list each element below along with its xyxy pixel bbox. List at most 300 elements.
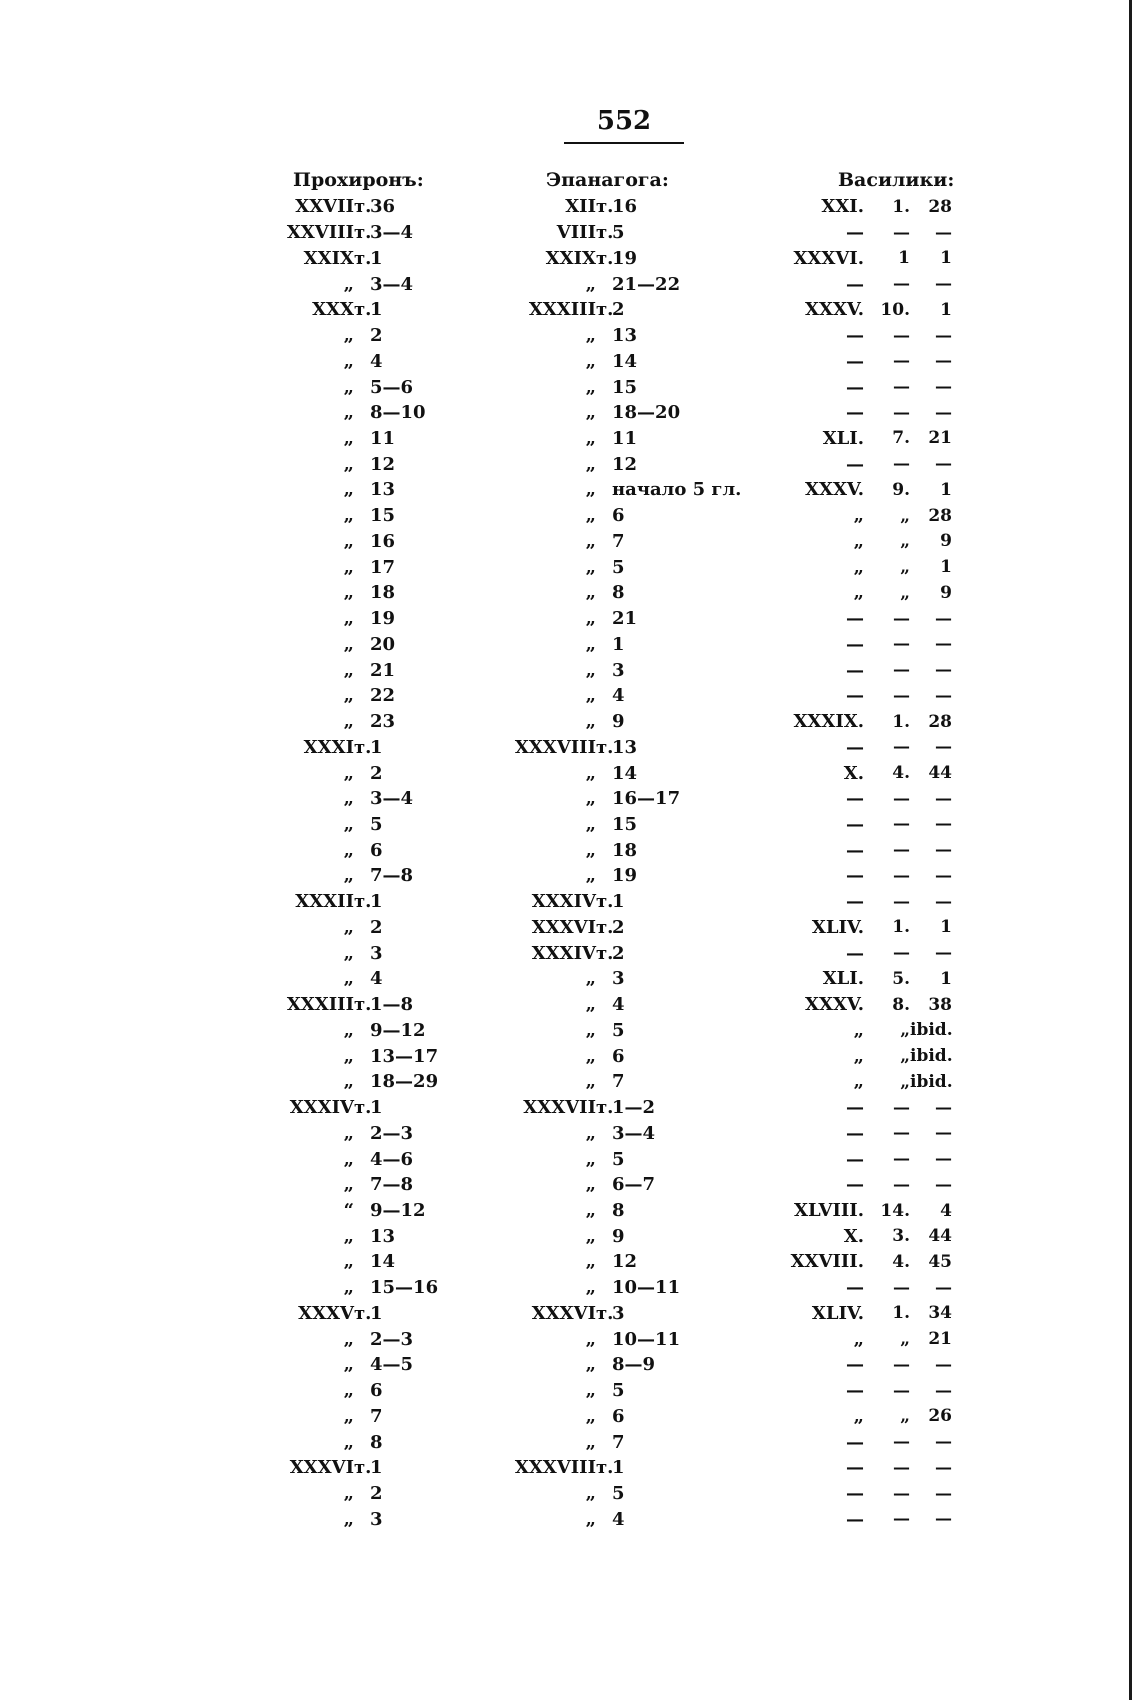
section-cell: 7 [612, 1431, 625, 1453]
table-row [788, 1404, 954, 1430]
table-row [470, 657, 752, 683]
section-cell: — [935, 814, 952, 835]
title-cell: „ [585, 1277, 596, 1299]
marker-cell: т. [596, 299, 614, 321]
title-cell: — [846, 685, 864, 707]
table-row [788, 1172, 954, 1198]
table-row [233, 889, 460, 915]
table-row [233, 760, 460, 786]
marker-cell: „ [900, 1329, 910, 1350]
table-row [788, 760, 954, 786]
section-cell: 21 [928, 1329, 952, 1350]
section-cell: — [935, 608, 952, 629]
section-cell: 5 [612, 1380, 625, 1402]
title-cell: „ [343, 1380, 354, 1402]
table-row [470, 220, 752, 246]
section-cell: 38 [928, 994, 952, 1015]
section-cell: — [935, 1380, 952, 1401]
title-cell: „ [585, 968, 596, 990]
section-cell: 19 [370, 608, 396, 630]
title-cell: — [846, 1431, 864, 1453]
title-cell: „ [343, 1225, 354, 1247]
section-cell: 2 [612, 916, 625, 938]
table-row [233, 503, 460, 529]
title-cell: XXXVIII [514, 736, 596, 758]
marker-cell: — [893, 634, 910, 655]
table-row [233, 837, 460, 863]
table-row [233, 992, 460, 1018]
section-cell: — [935, 1149, 952, 1170]
title-cell: XLI. [822, 968, 864, 990]
section-cell: — [935, 222, 952, 243]
title-cell: „ [343, 1045, 354, 1067]
title-cell: „ [585, 1148, 596, 1170]
table-row [470, 1429, 752, 1455]
marker-cell: 1. [892, 711, 910, 732]
table-row [470, 1172, 752, 1198]
title-cell: „ [853, 1045, 864, 1067]
table-row [233, 245, 460, 271]
section-cell: 5 [612, 222, 625, 244]
section-cell: 4—6 [370, 1148, 414, 1170]
section-cell: 18 [612, 839, 638, 861]
marker-cell: 1. [892, 1303, 910, 1324]
table-row [470, 580, 752, 606]
marker-cell: т. [354, 1457, 372, 1479]
section-cell: 6 [370, 839, 383, 861]
table-row [788, 1275, 954, 1301]
table-row [788, 1069, 954, 1095]
table-row [233, 915, 460, 941]
title-cell: — [846, 839, 864, 861]
section-cell: 1—8 [370, 994, 414, 1016]
section-cell: 15 [370, 505, 396, 527]
table-row [788, 1378, 954, 1404]
section-cell: 20 [370, 633, 396, 655]
title-cell: XXX [312, 299, 354, 321]
title-cell: „ [585, 633, 596, 655]
title-cell: „ [343, 273, 354, 295]
marker-cell: — [893, 274, 910, 295]
table-row [788, 1095, 954, 1121]
marker-cell: — [893, 1457, 910, 1478]
title-cell: „ [853, 1019, 864, 1041]
marker-cell: т. [596, 1457, 614, 1479]
title-cell: XLIV. [811, 1302, 864, 1324]
title-cell: XXXV. [805, 994, 864, 1016]
section-cell: 13 [612, 325, 638, 347]
section-cell: 13 [612, 736, 638, 758]
section-cell: 4 [370, 350, 383, 372]
table-row [788, 837, 954, 863]
title-cell: „ [343, 1405, 354, 1427]
title-cell: „ [343, 1148, 354, 1170]
marker-cell: т. [596, 1302, 614, 1324]
section-cell: — [935, 1277, 952, 1298]
table-row [233, 812, 460, 838]
title-cell: XLI. [822, 427, 864, 449]
title-cell: „ [343, 813, 354, 835]
title-cell: XXVIII [286, 222, 354, 244]
table-row [788, 477, 954, 503]
marker-cell: 14. [880, 1200, 910, 1221]
section-cell: 8 [370, 1431, 383, 1453]
title-cell: „ [585, 1405, 596, 1427]
title-cell: „ [343, 608, 354, 630]
table-row [470, 1404, 752, 1430]
marker-cell: 4. [892, 763, 910, 784]
title-cell: X. [843, 1225, 864, 1247]
table-row [233, 734, 460, 760]
section-cell: 1 [612, 1457, 625, 1479]
section-cell: 21—22 [612, 273, 681, 295]
section-cell: 15 [612, 376, 638, 398]
title-cell: „ [343, 1508, 354, 1530]
marker-cell: т. [596, 247, 614, 269]
title-cell: „ [343, 968, 354, 990]
table-row [470, 271, 752, 297]
section-cell: 3 [612, 1302, 625, 1324]
table-row [233, 220, 460, 246]
marker-cell: т. [596, 736, 614, 758]
section-cell: 2 [370, 1483, 383, 1505]
table-row [470, 1301, 752, 1327]
title-cell: „ [585, 273, 596, 295]
marker-cell: т. [354, 994, 372, 1016]
marker-cell: „ [900, 582, 910, 603]
title-cell: XXIX [303, 247, 354, 269]
table-row [233, 1198, 460, 1224]
title-cell: XXXIV [531, 942, 596, 964]
section-cell: 9—12 [370, 1200, 426, 1221]
table-row [788, 734, 954, 760]
table-row [470, 1095, 752, 1121]
section-cell: начало 5 гл. [612, 479, 742, 501]
table-row [788, 1043, 954, 1069]
section-cell: — [935, 943, 952, 964]
table-row [233, 271, 460, 297]
title-cell: XXXIII [286, 994, 354, 1016]
section-cell: 2—3 [370, 1328, 414, 1350]
section-cell: 13 [370, 479, 396, 501]
table-row [233, 1223, 460, 1249]
title-cell: „ [585, 1225, 596, 1247]
section-cell: ibid. [910, 1020, 953, 1041]
section-cell: — [935, 377, 952, 397]
section-cell: 13 [370, 1225, 396, 1247]
marker-cell: т. [596, 196, 614, 218]
title-cell: „ [585, 608, 596, 630]
section-cell: — [935, 891, 952, 912]
table-row [470, 683, 752, 709]
table-row [470, 1018, 752, 1044]
title-cell: XXXVII [523, 1097, 596, 1119]
table-row [233, 297, 460, 323]
table-row [470, 992, 752, 1018]
section-cell: 3 [370, 942, 383, 964]
marker-cell: „ [900, 1071, 910, 1092]
section-cell: 9 [940, 531, 952, 552]
table-row [788, 657, 954, 683]
title-cell: „ [585, 1354, 596, 1376]
table-row [788, 992, 954, 1018]
table-row [233, 1481, 460, 1507]
table-row [470, 1326, 752, 1352]
section-cell: 1 [612, 633, 625, 655]
title-cell: „ [343, 942, 354, 964]
table-row [788, 1120, 954, 1146]
section-cell: 12 [370, 453, 396, 475]
marker-cell: 8. [892, 994, 910, 1015]
title-cell: XXIX [545, 247, 596, 269]
title-cell: „ [343, 1122, 354, 1144]
title-cell: „ [585, 402, 596, 424]
table-row [470, 1043, 752, 1069]
table-row [788, 940, 954, 966]
table-row [233, 709, 460, 735]
section-cell: 11 [612, 427, 638, 449]
table-row [470, 1198, 752, 1224]
section-cell: 9 [940, 582, 952, 603]
title-cell: — [846, 453, 864, 475]
title-cell: — [846, 325, 864, 347]
table-row [788, 554, 954, 580]
section-cell: 2 [370, 325, 383, 347]
section-cell: 8 [612, 1200, 625, 1221]
table-row [233, 1506, 460, 1532]
title-cell: „ [343, 788, 354, 810]
title-cell: „ [585, 453, 596, 475]
title-cell: „ [585, 788, 596, 810]
title-cell: „ [343, 1251, 354, 1273]
table-row [470, 709, 752, 735]
section-cell: 3 [612, 659, 625, 681]
table-row [788, 529, 954, 555]
section-cell: 6 [612, 505, 625, 527]
section-cell: ibid. [910, 1071, 953, 1092]
title-cell: — [846, 350, 864, 372]
section-cell: 9 [612, 711, 625, 733]
title-cell: — [846, 813, 864, 835]
marker-cell: „ [900, 505, 910, 526]
column-basilika [788, 166, 954, 1532]
section-cell: 21 [928, 428, 952, 449]
table-row [788, 348, 954, 374]
title-cell: „ [343, 1354, 354, 1376]
table-row [233, 1326, 460, 1352]
section-cell: 5 [612, 1148, 625, 1170]
section-cell: 14 [612, 762, 638, 784]
title-cell: — [846, 788, 864, 810]
title-cell: — [846, 633, 864, 655]
section-cell: 4 [612, 685, 625, 707]
section-cell: 1 [940, 299, 952, 320]
table-row [470, 889, 752, 915]
marker-cell: — [893, 351, 910, 372]
title-cell: „ [585, 1019, 596, 1041]
title-cell: — [846, 1122, 864, 1144]
title-cell: „ [343, 865, 354, 887]
marker-cell: 7. [892, 428, 910, 449]
section-cell: ibid. [910, 1046, 953, 1067]
table-row [470, 477, 752, 503]
marker-cell: — [893, 1123, 910, 1144]
title-cell: XXXV [298, 1302, 354, 1324]
title-cell: “ [343, 1200, 354, 1221]
marker-cell: т. [596, 891, 614, 913]
section-cell: 7 [612, 530, 625, 552]
marker-cell: — [893, 222, 910, 243]
table-row [470, 451, 752, 477]
title-cell: „ [585, 505, 596, 527]
title-cell: — [846, 659, 864, 681]
title-cell: XXVIII. [790, 1251, 864, 1273]
section-cell: 4 [612, 994, 625, 1016]
table-row [470, 760, 752, 786]
title-cell: „ [585, 711, 596, 733]
section-cell: 28 [928, 196, 952, 217]
section-cell: 11 [370, 427, 396, 449]
marker-cell: — [893, 1149, 910, 1170]
title-cell: „ [343, 453, 354, 475]
column-epanagoge [470, 166, 752, 1532]
table-row [470, 812, 752, 838]
table-row [788, 786, 954, 812]
marker-cell: 9. [892, 479, 910, 500]
title-cell: „ [343, 1483, 354, 1505]
title-cell: „ [343, 1019, 354, 1041]
title-cell: XXXIII [528, 299, 596, 321]
table-row [233, 426, 460, 452]
table-row [788, 1249, 954, 1275]
table-row [233, 966, 460, 992]
marker-cell: — [893, 891, 910, 912]
section-cell: 44 [928, 763, 952, 784]
table-row [788, 580, 954, 606]
table-row [470, 837, 752, 863]
section-cell: 8—10 [370, 402, 426, 424]
table-row [470, 734, 752, 760]
section-cell: 1—2 [612, 1097, 656, 1119]
table-row [788, 451, 954, 477]
column-prochiron [233, 166, 460, 1532]
title-cell: „ [585, 762, 596, 784]
table-row [470, 1481, 752, 1507]
table-row [788, 1326, 954, 1352]
title-cell: „ [853, 1071, 864, 1093]
marker-cell: т. [596, 916, 614, 938]
table-row [788, 1301, 954, 1327]
title-cell: „ [585, 865, 596, 887]
table-row [233, 683, 460, 709]
marker-cell: „ [900, 531, 910, 552]
table-row [470, 297, 752, 323]
section-cell: 28 [928, 505, 952, 526]
section-cell: 45 [928, 1251, 952, 1272]
title-cell: „ [343, 659, 354, 681]
marker-cell: — [893, 1174, 910, 1195]
table-row [470, 940, 752, 966]
title-cell: „ [343, 839, 354, 861]
section-cell: 6 [370, 1380, 383, 1402]
table-row [233, 1404, 460, 1430]
section-cell: 16 [612, 196, 638, 218]
section-cell: — [935, 660, 952, 681]
section-cell: 10—11 [612, 1277, 681, 1299]
marker-cell: — [893, 943, 910, 964]
table-row [788, 915, 954, 941]
marker-cell: 1. [892, 196, 910, 217]
section-cell: 2 [612, 299, 625, 321]
table-row [788, 245, 954, 271]
title-cell: — [846, 402, 864, 424]
section-cell: 3—4 [370, 222, 414, 244]
section-cell: 4 [612, 1508, 625, 1530]
title-cell: XXXII [295, 891, 354, 913]
table-row [470, 966, 752, 992]
marker-cell: — [893, 814, 910, 835]
table-row [233, 1378, 460, 1404]
section-cell: — [935, 1097, 952, 1118]
title-cell: „ [343, 685, 354, 707]
section-cell: 1 [940, 917, 952, 938]
column-header-epanagoge: Эпанагога: [546, 169, 669, 191]
table-row [470, 1506, 752, 1532]
title-cell: — [846, 376, 864, 398]
section-cell: 5—6 [370, 376, 414, 398]
table-row [233, 1429, 460, 1455]
section-cell: 13—17 [370, 1045, 439, 1067]
header-rule [564, 142, 684, 144]
section-cell: 8—9 [612, 1354, 656, 1376]
table-row [788, 1352, 954, 1378]
section-cell: 4 [940, 1200, 952, 1221]
section-cell: 44 [928, 1226, 952, 1247]
section-cell: 2 [370, 762, 383, 784]
table-row [233, 194, 460, 220]
marker-cell: 10. [880, 299, 910, 320]
title-cell: XXXVI [531, 1302, 596, 1324]
table-row [788, 400, 954, 426]
title-cell: „ [343, 376, 354, 398]
marker-cell: т. [354, 1097, 372, 1119]
title-cell: „ [585, 1483, 596, 1505]
title-cell: „ [343, 479, 354, 501]
title-cell: — [846, 1380, 864, 1402]
section-cell: — [935, 634, 952, 655]
title-cell: „ [585, 685, 596, 707]
table-row [470, 529, 752, 555]
section-cell: 2—3 [370, 1122, 414, 1144]
title-cell: „ [343, 1174, 354, 1196]
marker-cell: — [893, 1509, 910, 1530]
marker-cell: — [893, 1483, 910, 1504]
table-row [470, 194, 752, 220]
table-row [788, 503, 954, 529]
table-row [233, 1146, 460, 1172]
section-cell: 14 [612, 350, 638, 372]
title-cell: „ [585, 350, 596, 372]
table-row [233, 1249, 460, 1275]
section-cell: 1 [370, 891, 383, 913]
section-cell: — [935, 1483, 952, 1504]
title-cell: — [846, 1457, 864, 1479]
section-cell: 5 [612, 1019, 625, 1041]
table-row [233, 863, 460, 889]
table-row [788, 966, 954, 992]
page-number: 552 [596, 106, 652, 136]
title-cell: XXXIV [531, 891, 596, 913]
